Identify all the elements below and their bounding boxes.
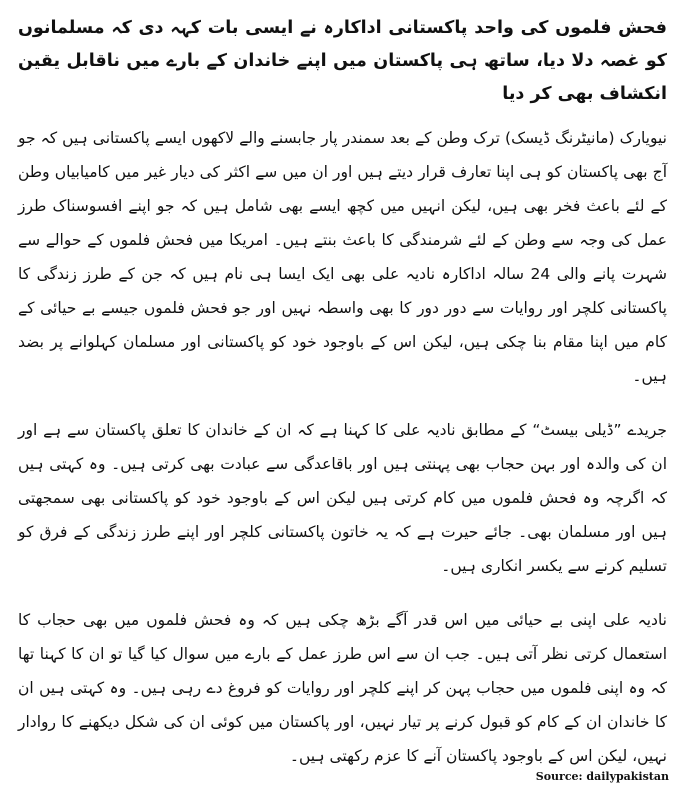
article-paragraph-3: نادیہ علی اپنی بے حیائی میں اس قدر آگے بڑھ چکی ہیں کہ وہ فحش فلموں میں بھی حجاب کا استعمال کرتی نظر آتی ہیں۔ جب ان سے اس طرز عمل کے بارے میں سوال کیا گیا تو ان کا کہنا تھا کہ وہ اپنی فلموں میں حجاب پہن کر اپنے کلچر اور روایات کو فروغ دے رہی ہیں۔ وہ کہتی ہیں ان کا خاندان ان کے کام کو قبول کرنے پر تیار نہیں، اور پاکستان میں کوئی ان کی شکل دیکھنے کا روادار نہیں، لیکن اس کے باوجود پاکستان آنے کا عزم رکھتی ہیں۔ (18, 611, 667, 765)
source-credit: Source: dailypakistan (535, 770, 669, 783)
article-paragraph-1: نیویارک (مانیٹرنگ ڈیسک) ترک وطن کے بعد سمندر پار جابسنے والے لاکھوں ایسے پاکستانی ہیں کہ جو آج بھی پاکستان کو ہی اپنا تعارف قرار دیتے ہیں اور ان میں سے اکثر کی دیار غیر میں کامیابیاں وطن کے لئے باعث فخر بھی ہیں، لیکن انہیں میں کچھ ایسے بھی شامل ہیں کہ جو اپنے افسوسناک طرز عمل کی وجہ سے وطن کے لئے شرمندگی کا باعث بنتے ہیں۔ امریکا میں فحش فلموں کے حوالے سے شہرت پانے والی 24 سالہ اداکارہ نادیہ علی بھی ایک ایسا ہی نام ہیں کہ جن کے طرز زندگی کا پاکستانی کلچر اور روایات سے دور دور کا بھی واسطہ نہیں اور جو فحش فلموں جیسے بے حیائی کے کام میں اپنا مقام بنا چکی ہیں، لیکن اس کے باوجود خود کو پاکستانی اور مسلمان کہلوانے پر بضد ہیں۔ (18, 129, 667, 385)
article-headline: فحش فلموں کی واحد پاکستانی اداکارہ نے ایسی بات کہہ دی کہ مسلمانوں کو غصہ دلا دیا، ساتھ ہی پاکستان میں اپنے خاندان کے بارے میں ناقابل یقین انکشاف بھی کر دیا (18, 18, 667, 104)
article-paragraph-2: جریدے ”ڈیلی بیسٹ“ کے مطابق نادیہ علی کا کہنا ہے کہ ان کے خاندان کا تعلق پاکستان سے ہے اور ان کی والدہ اور بہن حجاب بھی پہنتی ہیں اور باقاعدگی سے عبادت بھی کرتی ہیں۔ وہ کہتی ہیں کہ اگرچہ وہ فحش فلموں میں کام کرتی ہیں لیکن اس کے باوجود خود کو پاکستانی بھی سمجھتی ہیں اور مسلمان بھی۔ جائے حیرت ہے کہ یہ خاتون پاکستانی کلچر اور اپنے طرز زندگی کے فرق کو تسلیم کرنے سے یکسر انکاری ہیں۔ (18, 421, 667, 575)
